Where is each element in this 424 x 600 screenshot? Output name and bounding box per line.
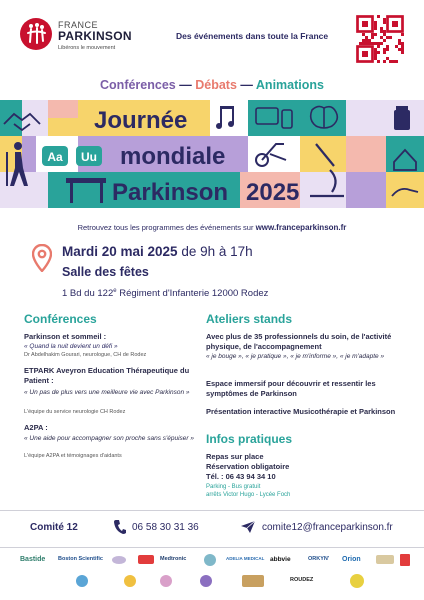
conference-3-title: A2PA :	[24, 423, 48, 432]
info-bus-stops: arrêts Victor Hugo - Lycée Foch	[206, 492, 291, 498]
address-part2: Régiment d'Infanterie 12000 Rodez	[116, 288, 269, 300]
contact-email[interactable]: comite12@franceparkinson.fr	[262, 522, 393, 533]
partner-logo-blue-circle	[76, 575, 88, 587]
conference-1-title: Parkinson et sommeil :	[24, 332, 107, 341]
partner-logo-red	[138, 555, 154, 564]
programs-url[interactable]: www.franceparkinson.fr	[255, 223, 347, 232]
partner-logos-row2	[20, 572, 410, 590]
conference-1-speaker: Dr Abdelhakim Gourari, neurologue, CH de Rodez	[24, 352, 147, 358]
atelier-2-text: Espace immersif pour découvrir et ressentir les symptômes de Parkinson	[206, 379, 376, 398]
themes-line	[0, 78, 424, 92]
partner-logo-bastide: Bastide	[20, 556, 46, 563]
theme-separator: —	[240, 78, 253, 92]
partner-logo-roudez: ROUDEZ	[290, 577, 314, 583]
atelier-1-quotes: « je bouge », « je pratique », « je m'informe », « je m'adapte »	[206, 353, 385, 360]
banner-title-line3: Parkinson	[112, 179, 229, 206]
conference-1-subtitle: « Quand la nuit devient un défi »	[24, 343, 118, 350]
logo-text-parkinson: PARKINSON	[58, 29, 132, 43]
conference-3-speaker: L'équipe A2PA et témoignages d'aidants	[24, 453, 122, 459]
conference-3-subtitle: « Une aide pour accompagner son proche sans s'épuiser »	[24, 435, 194, 442]
paper-plane-icon	[240, 520, 256, 534]
conference-2-subtitle: « Un pas de plus vers une meilleure vie avec Parkinson »	[24, 389, 190, 396]
partner-logo-adelia: ADELIA MEDICAL	[226, 556, 265, 561]
banner-year: 2025	[246, 179, 300, 206]
partner-logo-yellow-circle	[124, 575, 136, 587]
event-venue: Salle des fêtes	[62, 265, 149, 279]
logo-emblem-icon	[20, 18, 52, 50]
address-superscript: e	[113, 288, 117, 294]
infos-heading: Infos pratiques	[206, 432, 293, 446]
partner-logo-boston-scientific: Boston Scientific	[58, 556, 103, 562]
badge-aa: Aa	[47, 150, 63, 164]
contact-phone[interactable]: 06 58 30 31 36	[132, 522, 199, 533]
info-reservation: Réservation obligatoire	[206, 462, 290, 471]
banner-title-line2: mondiale	[120, 143, 226, 170]
conference-2-speaker: L'équipe du service neurologie CH Rodez	[24, 409, 126, 415]
info-meal: Repas sur place	[206, 452, 264, 461]
atelier-3-text: Présentation interactive Musicothérapie et Parkinson	[206, 407, 396, 416]
map-pin-icon	[32, 244, 52, 272]
partner-logo-abbvie: abbvie	[270, 556, 291, 563]
theme-conferences: Conférences	[100, 78, 176, 92]
partner-logo-pink-circle	[160, 575, 172, 587]
logo-text-france: FRANCE	[58, 20, 99, 30]
conferences-heading: Conférences	[24, 312, 97, 326]
partner-logo-purple-circle	[200, 575, 212, 587]
atelier-1-text: Avec plus de 35 professionnels du soin, de l'activité physique, de l'accompagnement	[206, 332, 392, 351]
france-parkinson-logo	[20, 14, 140, 54]
logo-tagline: Libérons le mouvement	[58, 45, 116, 51]
partner-logo-orion: Orion	[342, 556, 361, 563]
badge-uu: Uu	[81, 150, 97, 164]
partner-logo-generic	[112, 556, 126, 564]
partner-logo-orkyn: ORKYN'	[308, 556, 330, 562]
partner-logo-circle	[204, 554, 216, 566]
qr-code[interactable]	[356, 15, 404, 63]
address-part1: 1 Bd du 122	[62, 288, 114, 300]
theme-separator: —	[179, 78, 192, 92]
programs-text: Retrouvez tous les programmes des événements sur	[77, 223, 254, 232]
partner-logo-brown	[242, 575, 264, 587]
banner-journee-mondiale	[0, 100, 424, 208]
theme-debats: Débats	[195, 78, 237, 92]
event-time: de 9h à 17h	[181, 244, 253, 259]
partner-logo-sun	[350, 574, 364, 588]
event-date: Mardi 20 mai 2025	[62, 244, 178, 259]
partner-logo-tan	[376, 555, 394, 564]
programs-line	[0, 223, 424, 232]
theme-animations: Animations	[255, 78, 324, 92]
phone-icon	[113, 519, 127, 535]
banner-title-line1: Journée	[94, 107, 188, 134]
ateliers-heading: Ateliers stands	[206, 312, 293, 326]
event-address	[62, 288, 268, 299]
info-phone: Tél. : 06 43 94 34 10	[206, 472, 276, 481]
info-parking: Parking - Bus gratuit	[206, 484, 261, 490]
partner-logo-star	[400, 554, 410, 566]
conference-2-title: ETPARK Aveyron Education Thérapeutique du Patient :	[24, 366, 190, 385]
header-tagline: Des événements dans toute la France	[176, 31, 329, 41]
event-date-time	[62, 244, 253, 259]
comite-label: Comité 12	[30, 522, 78, 533]
medicine-bottle-icon	[394, 106, 410, 130]
partner-logos-row1	[20, 552, 410, 568]
partner-logo-medtronic: Medtronic	[160, 556, 187, 562]
